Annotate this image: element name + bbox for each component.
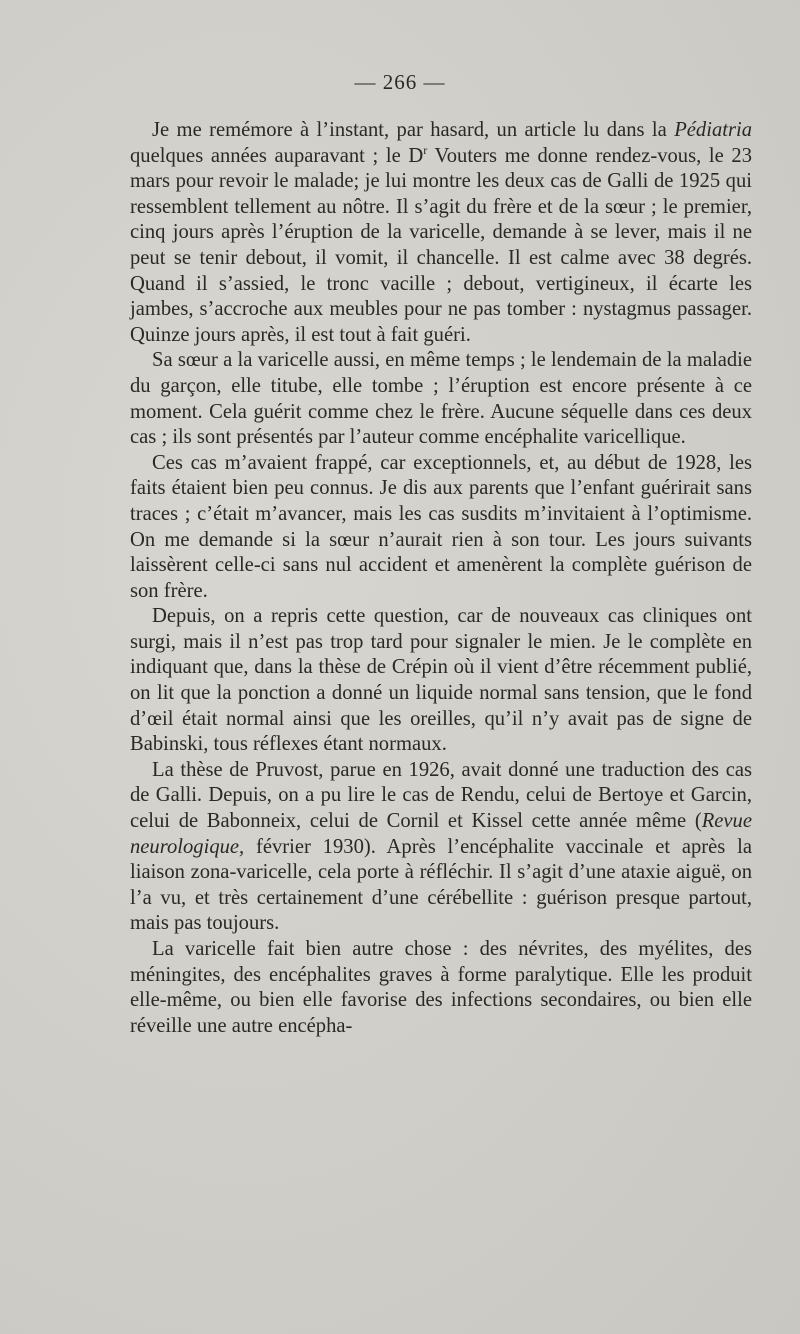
paragraph	[130, 758, 752, 937]
body-text	[130, 118, 752, 1039]
paragraph-text: Sa sœur a la varicelle aussi, en même temps ; le lendemain de la maladie du garçon, elle titube, elle tombe ; l’éruption est encore présente à ce moment. Cela guérit comme chez le frère. Aucune séquelle dans ces deux cas ; ils sont présentés par l’auteur comme encéphalite varicellique.	[130, 349, 752, 449]
paragraph-text: Vouters me donne rendez-vous, le 23 mars pour revoir le malade; je lui montre les deux cas de Galli de 1925 qui ressemblent tellement au nôtre. Il s’agit du frère et de la sœur ; le premier, cinq jours après l’éruption de la varicelle, demande à se lever, mais il ne peut se tenir debout, il vomit, il chancelle. Il est calme avec 38 degrés. Quand il s’assied, le tronc vacille ; debout, vertigineux, il écarte les jambes, s’accroche aux meubles pour ne pas tomber : nystagmus passager. Quinze jours après, il est tout à fait guéri.	[130, 144, 752, 346]
italic-text: Pédiatria	[674, 119, 752, 141]
paragraph-text: quelques années auparavant ; le D	[130, 144, 424, 167]
italic-text: Revue neurologique,	[130, 810, 752, 858]
paragraph-text: La thèse de Pruvost, parue en 1926, avait donné une traduction des cas de Galli. Depuis, on a pu lire le cas de Rendu, celui de Bertoye et Garcin, celui de Babonneix, celui de Cornil et Kissel cette année même (	[130, 758, 752, 833]
paragraph-text: Depuis, on a repris cette question, car de nouveaux cas cliniques ont surgi, mais il n’est pas trop tard pour signaler le mien. Je le complète en indiquant que, dans la thèse de Crépin où il vient d’être récemment publié, on lit que la ponction a donné un liquide normal sans tension, que le fond d’œil était normal ainsi que les oreilles, qu’il n’y avait pas de signe de Babinski, tous réflexes étant normaux.	[130, 605, 752, 756]
superscript-text: r	[423, 142, 428, 157]
paragraph	[130, 937, 752, 1039]
paragraph-text: Ces cas m’avaient frappé, car exceptionnels, et, au début de 1928, les faits étaient bien peu connus. Je dis aux parents que l’enfant guérirait sans traces ; c’était m’avancer, mais les cas susdits m’invitaient à l’optimisme. On me demande si la sœur n’aurait rien à son tour. Les jours suivants laissèrent celle-ci sans nul accident et amenèrent la complète guérison de son frère.	[130, 451, 752, 602]
paragraph	[130, 348, 752, 450]
page-number: — 266 —	[354, 70, 446, 94]
paragraph-text: Je me remémore à l’instant, par hasard, un article lu dans la	[152, 119, 675, 141]
paragraph-text: février 1930). Après l’encéphalite vaccinale et après la liaison zona-varicelle, cela porte à réfléchir. Il s’agit d’une ataxie aiguë, on l’a vu, et très certainement d’une cérébellite : guérison presque partout, mais pas toujours.	[130, 835, 752, 935]
paragraph	[130, 604, 752, 758]
paragraph	[130, 118, 752, 348]
paragraph-text: La varicelle fait bien autre chose : des névrites, des myélites, des méningites, des encéphalites graves à forme paralytique. Elle les produit elle-même, ou bien elle favorise des infections secondaires, ou bien elle réveille une autre encépha-	[130, 938, 752, 1037]
paragraph	[130, 451, 752, 605]
